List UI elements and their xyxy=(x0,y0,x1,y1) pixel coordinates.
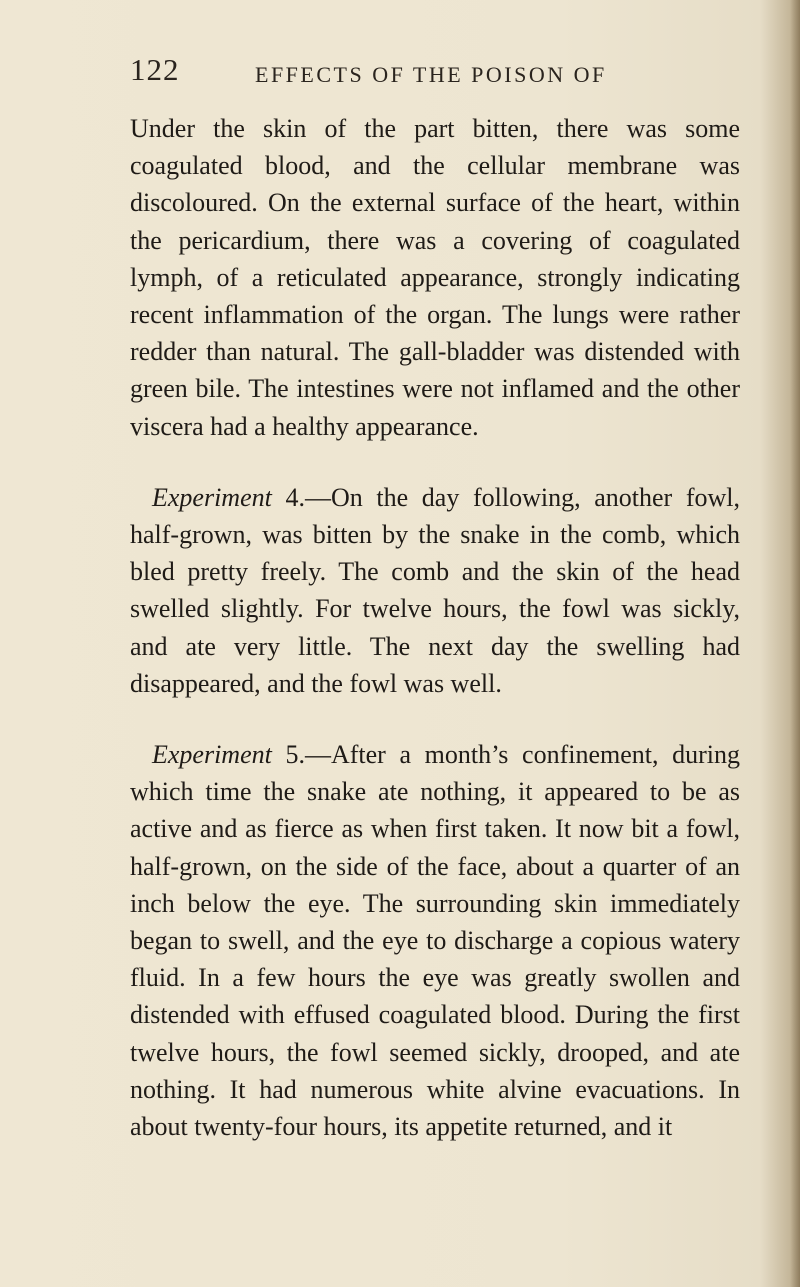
paragraph-autopsy-findings xyxy=(130,110,740,445)
paragraph-text: Under the skin of the part bitten, there was some coagulated blood, and the cellular membrane was discoloured. On the external surface of the heart, within the pericardium, there was a covering of coagulated lymph, of a reticulated appearance, strongly indicating recent inflammation of the organ. The lungs were rather redder than natural. The gall-bladder was distended with green bile. The intestines were not inflamed and the other viscera had a healthy appearance. xyxy=(130,114,740,441)
paragraph-text: 4.—On the day following, another fowl, half-grown, was bitten by the snake in the comb, which bled pretty freely. The comb and the skin of the head swelled slightly. For twelve hours, the fowl was sickly, and ate very little. The next day the swelling had disappeared, and the fowl was well. xyxy=(130,482,740,698)
paragraph-text: 5.—After a month’s confinement, during which time the snake ate nothing, it appeared to be as active and as fierce as when first taken. It now bit a fowl, half-grown, on the side of the face, about a quarter of an inch below the eye. The surrounding skin immediately began to swell, and the eye to discharge a copious watery fluid. In a few hours the eye was greatly swollen and distended with effused coagulated blood. During the first twelve hours, the fowl seemed sickly, drooped, and ate nothing. It had numerous white alvine evacuations. In about twenty-four hours, its appetite returned, and it xyxy=(130,740,740,1142)
paragraph-experiment-4 xyxy=(130,479,740,702)
paragraph-experiment-5 xyxy=(130,736,740,1145)
experiment-label: Experiment xyxy=(152,482,272,512)
experiment-label: Experiment xyxy=(152,740,272,770)
page-edge-shadow xyxy=(790,0,800,1287)
page-number: 122 xyxy=(130,52,180,87)
running-title: EFFECTS OF THE POISON OF xyxy=(255,62,607,87)
body-text xyxy=(130,110,740,1145)
